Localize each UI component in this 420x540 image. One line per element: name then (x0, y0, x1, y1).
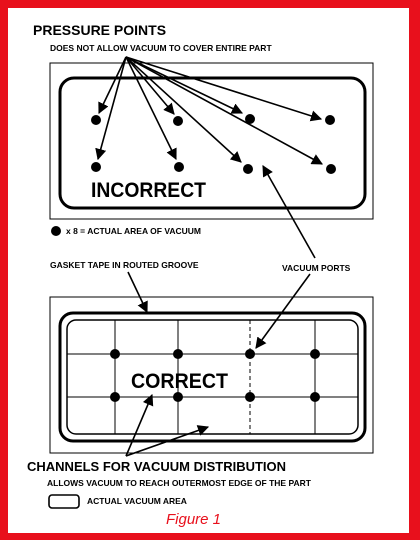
vacuum-point (110, 349, 120, 359)
arrow (263, 166, 315, 258)
channel-arrows (126, 395, 208, 456)
arrow (256, 274, 310, 348)
vacuum-point (173, 392, 183, 402)
channels-title: CHANNELS FOR VACUUM DISTRIBUTION (27, 459, 287, 474)
vacuum-point (173, 349, 183, 359)
incorrect-vacuum-points (91, 114, 336, 174)
vacuum-point (245, 349, 255, 359)
vacuum-point (174, 162, 184, 172)
correct-panel (50, 297, 373, 453)
gasket-tape-label: GASKET TAPE IN ROUTED GROOVE (50, 260, 199, 270)
vacuum-point (243, 164, 253, 174)
pressure-points-title: PRESSURE POINTS (33, 22, 167, 38)
pressure-arrows (98, 57, 322, 164)
vacuum-point (91, 115, 101, 125)
incorrect-panel (50, 63, 373, 219)
channels-subtitle: ALLOWS VACUUM TO REACH OUTERMOST EDGE OF THE PART (47, 478, 311, 488)
figure-caption: Figure 1 (166, 511, 222, 528)
incorrect-label: INCORRECT (91, 179, 207, 202)
gasket-arrow (128, 272, 147, 312)
vacuum-area-legend: x 8 = ACTUAL AREA OF VACUUM (66, 226, 201, 236)
pressure-points-subtitle: DOES NOT ALLOW VACUUM TO COVER ENTIRE PART (50, 43, 272, 53)
arrow (126, 57, 242, 113)
vacuum-point (245, 392, 255, 402)
vacuum-dot-legend-icon (51, 226, 61, 236)
vacuum-point (325, 115, 335, 125)
arrow (126, 395, 152, 456)
vacuum-point (173, 116, 183, 126)
vacuum-point (310, 392, 320, 402)
vacuum-ports-label: VACUUM PORTS (282, 263, 351, 273)
actual-vacuum-area-label: ACTUAL VACUUM AREA (87, 496, 187, 506)
vacuum-point (326, 164, 336, 174)
vacuum-area-legend-icon (49, 495, 79, 508)
correct-label: CORRECT (131, 370, 229, 393)
vacuum-point (310, 349, 320, 359)
vacuum-point (91, 162, 101, 172)
vacuum-point (110, 392, 120, 402)
